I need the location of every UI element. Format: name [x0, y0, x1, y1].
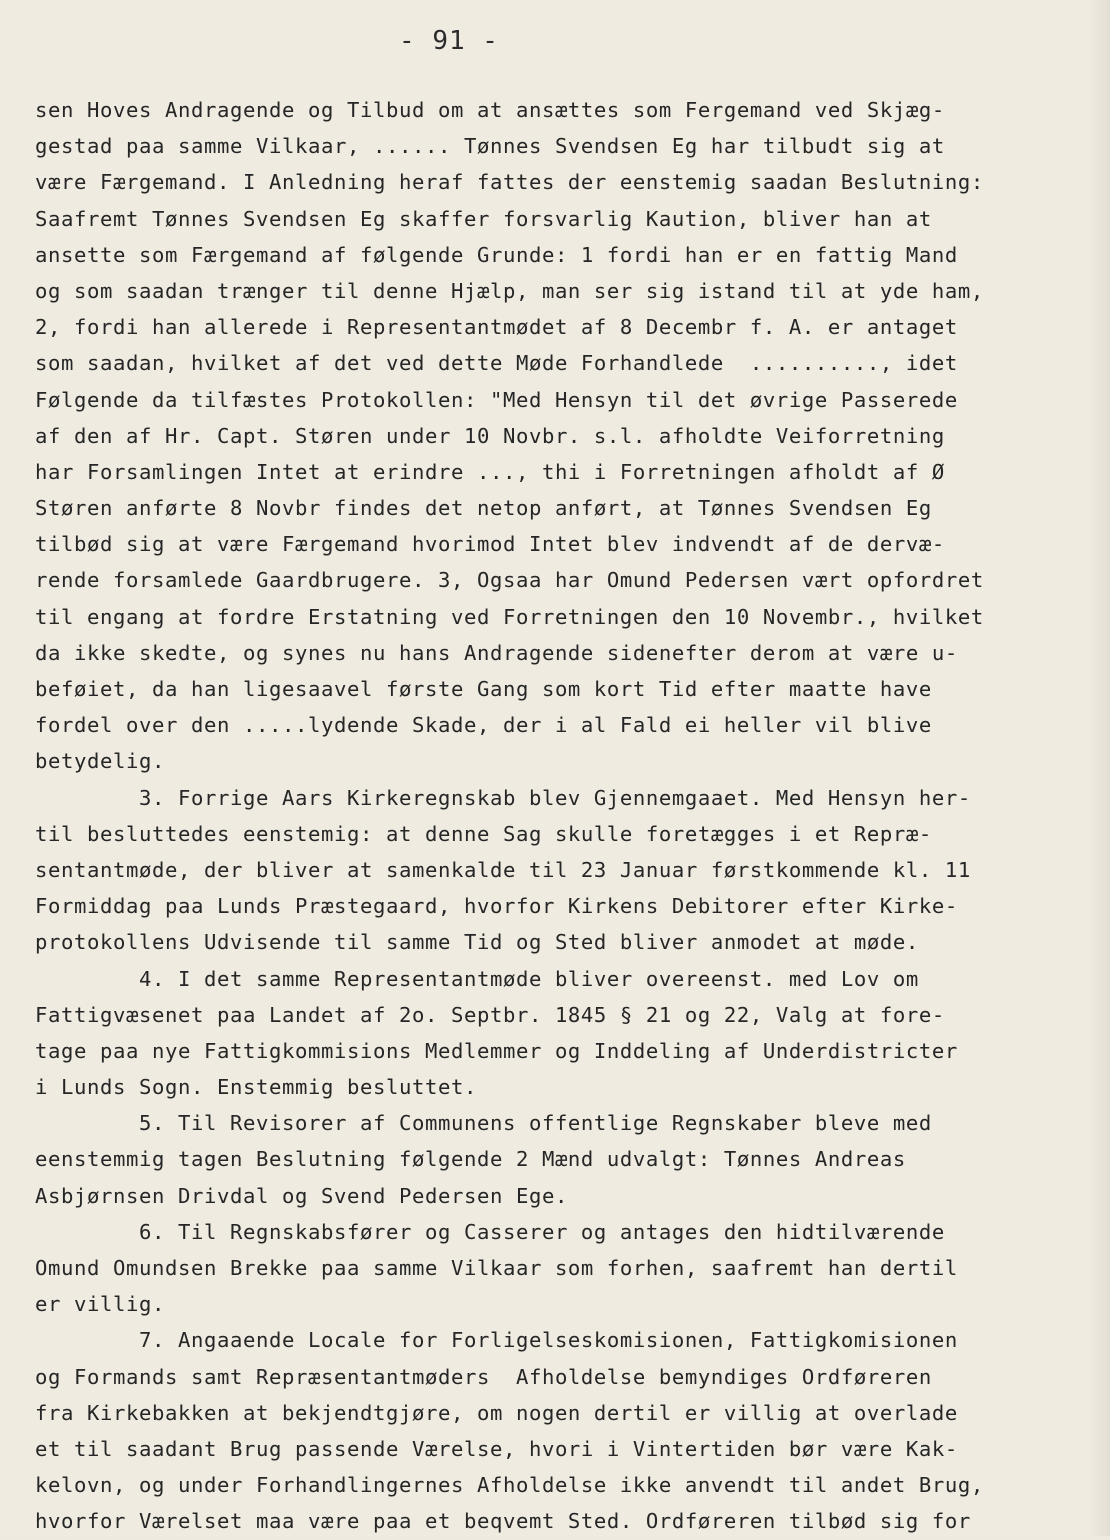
- typed-text-body: [35, 92, 1075, 1540]
- page-number: - 91 -: [399, 26, 499, 56]
- text-line: Omund Omundsen Brekke paa samme Vilkaar som forhen, saafremt han dertil: [35, 1256, 958, 1280]
- text-line: tilbød sig at være Færgemand hvorimod Intet blev indvendt af de dervæ-: [35, 532, 945, 557]
- text-line: i Lunds Sogn. Enstemmig besluttet.: [35, 1075, 477, 1100]
- text-line: 5. Til Revisorer af Communens offentlige Regnskaber bleve med: [35, 1111, 932, 1136]
- page-edge-shadow: [1088, 0, 1110, 1536]
- text-line: tage paa nye Fattigkommisions Medlemmer og Inddeling af Underdistricter: [35, 1038, 958, 1063]
- text-line: gestad paa samme Vilkaar, ...... Tønnes Svendsen Eg har tilbudt sig at: [35, 134, 945, 159]
- text-line: eenstemmig tagen Beslutning følgende 2 Mænd udvalgt: Tønnes Andreas: [35, 1147, 906, 1172]
- text-line: er villig.: [35, 1292, 165, 1317]
- text-line: Fattigvæsenet paa Landet af 2o. Septbr. 1845 § 21 og 22, Valg at fore-: [35, 1002, 945, 1027]
- text-line: betydelig.: [35, 749, 165, 774]
- text-line: fra Kirkebakken at bekjendtgjøre, om nogen dertil er villig at overlade: [35, 1400, 958, 1425]
- text-line: da ikke skedte, og synes nu hans Andragende sidenefter derom at være u-: [35, 640, 958, 665]
- text-line: Saafremt Tønnes Svendsen Eg skaffer forsvarlig Kaution, bliver han at: [35, 206, 932, 231]
- text-line: af den af Hr. Capt. Støren under 10 Novbr. s.l. afholdte Veiforretning: [35, 423, 945, 448]
- text-line: være Færgemand. I Anledning heraf fattes der eenstemig saadan Beslutning:: [35, 170, 984, 195]
- text-line: sen Hoves Andragende og Tilbud om at ansættes som Fergemand ved Skjæg-: [35, 98, 945, 122]
- text-line: til engang at fordre Erstatning ved Forretningen den 10 Novembr., hvilket: [35, 604, 984, 629]
- text-line: kelovn, og under Forhandlingernes Afholdelse ikke anvendt til andet Brug,: [35, 1473, 984, 1498]
- text-line: hvorfor Værelset maa være paa et beqvemt Sted. Ordføreren tilbød sig for: [35, 1509, 971, 1534]
- text-line: fordel over den .....lydende Skade, der i al Fald ei heller vil blive: [35, 713, 932, 738]
- text-line: beføiet, da han ligesaavel første Gang som kort Tid efter maatte have: [35, 677, 932, 701]
- text-line: 6. Til Regnskabsfører og Casserer og antages den hidtilværende: [35, 1219, 945, 1244]
- text-line: protokollens Udvisende til samme Tid og Sted bliver anmodet at møde.: [35, 930, 919, 955]
- text-line: har Forsamlingen Intet at erindre ..., thi i Forretningen afholdt af Ø: [35, 459, 945, 484]
- text-line: 2, fordi han allerede i Representantmødet af 8 Decembr f. A. er antaget: [35, 315, 958, 340]
- text-line: et til saadant Brug passende Værelse, hvori i Vintertiden bør være Kak-: [35, 1436, 958, 1461]
- text-line: og Formands samt Repræsentantmøders Afholdelse bemyndiges Ordføreren: [35, 1364, 932, 1389]
- text-line: ansette som Færgemand af følgende Grunde: 1 fordi han er en fattig Mand: [35, 242, 958, 267]
- text-line: Asbjørnsen Drivdal og Svend Pedersen Ege.: [35, 1183, 568, 1208]
- text-line: Følgende da tilfæstes Protokollen: "Med Hensyn til det øvrige Passerede: [35, 387, 958, 412]
- text-line: sentantmøde, der bliver at samenkalde til 23 Januar førstkommende kl. 11: [35, 857, 971, 882]
- text-line: rende forsamlede Gaardbrugere. 3, Ogsaa har Omund Pedersen vært opfordret: [35, 568, 984, 593]
- text-line: 4. I det samme Representantmøde bliver overeenst. med Lov om: [35, 966, 919, 991]
- text-line: 7. Angaaende Locale for Forligelseskomisionen, Fattigkomisionen: [35, 1328, 958, 1353]
- text-line: til besluttedes eenstemig: at denne Sag skulle foretægges i et Repræ-: [35, 821, 932, 846]
- text-line: og som saadan trænger til denne Hjælp, man ser sig istand til at yde ham,: [35, 278, 984, 303]
- text-line: Støren anførte 8 Novbr findes det netop anført, at Tønnes Svendsen Eg: [35, 496, 932, 521]
- text-line: som saadan, hvilket af det ved dette Møde Forhandlede .........., idet: [35, 351, 958, 376]
- text-line: Formiddag paa Lunds Præstegaard, hvorfor Kirkens Debitorer efter Kirke-: [35, 894, 958, 919]
- text-line: 3. Forrige Aars Kirkeregnskab blev Gjennemgaaet. Med Hensyn her-: [35, 785, 971, 810]
